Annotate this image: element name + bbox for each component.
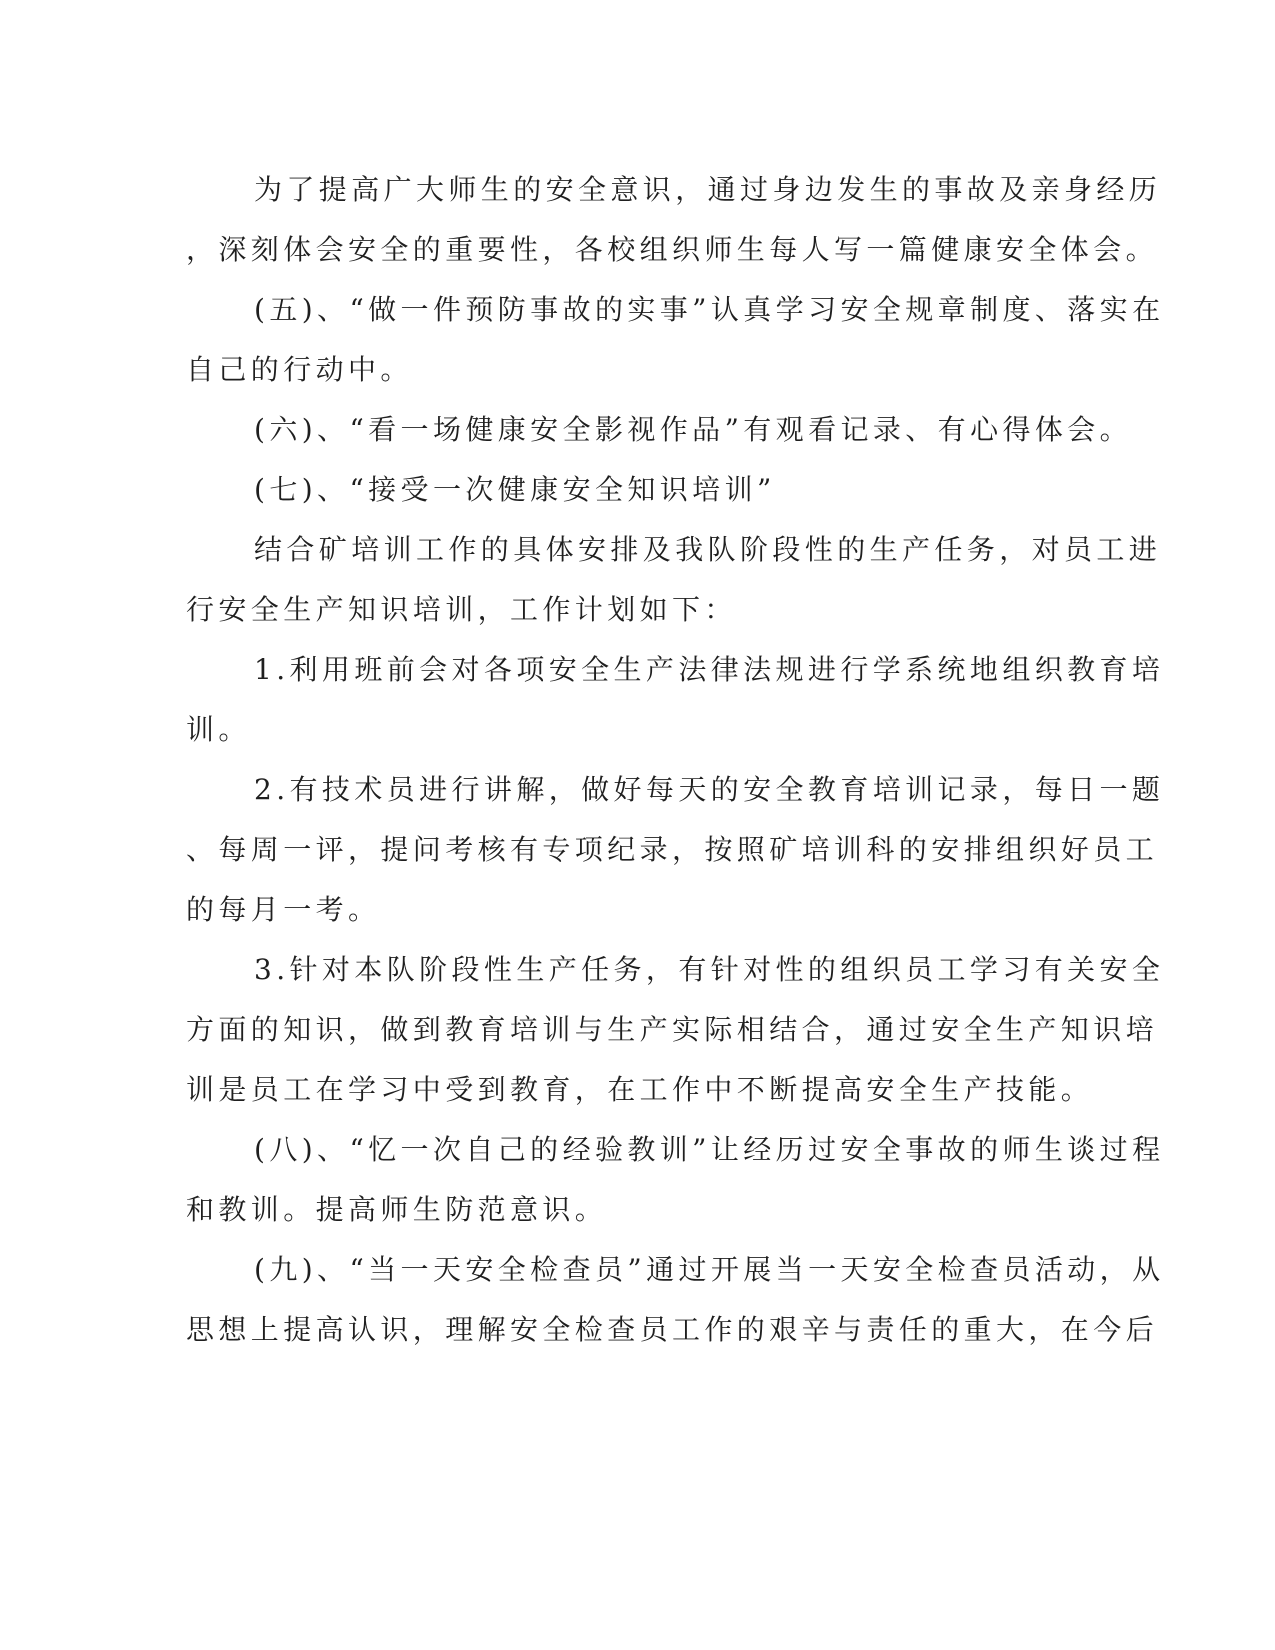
- text-line: 训是员工在学习中受到教育，在工作中不断提高安全生产技能。: [186, 1073, 1094, 1106]
- text-line: (八)、“忆一次自己的经验教训”让经历过安全事故的师生谈过程: [254, 1133, 1165, 1166]
- text-line: 方面的知识，做到教育培训与生产实际相结合，通过安全生产知识培: [186, 1013, 1159, 1046]
- text-line: 自己的行动中。: [186, 353, 413, 386]
- text-line: 、每周一评，提问考核有专项纪录，按照矿培训科的安排组织好员工: [186, 833, 1159, 866]
- text-line: 的每月一考。: [186, 893, 381, 926]
- text-line: 为了提高广大师生的安全意识，通过身边发生的事故及亲身经历: [254, 173, 1162, 206]
- text-line: 思想上提高认识，理解安全检查员工作的艰辛与责任的重大，在今后: [186, 1313, 1159, 1346]
- text-line: ，深刻体会安全的重要性，各校组织师生每人写一篇健康安全体会。: [186, 233, 1159, 266]
- text-line: 结合矿培训工作的具体安排及我队阶段性的生产任务，对员工进: [254, 533, 1162, 566]
- text-line: (五)、“做一件预防事故的实事”认真学习安全规章制度、落实在: [254, 293, 1165, 326]
- text-line: (七)、“接受一次健康安全知识培训”: [254, 473, 776, 506]
- text-line: (六)、“看一场健康安全影视作品”有观看记录、有心得体会。: [254, 413, 1133, 446]
- text-line: 1.利用班前会对各项安全生产法律法规进行学系统地组织教育培: [254, 653, 1165, 686]
- text-line: 行安全生产知识培训，工作计划如下：: [186, 593, 737, 626]
- body-text: [186, 160, 1165, 1360]
- text-line: (九)、“当一天安全检查员”通过开展当一天安全检查员活动，从: [254, 1253, 1165, 1286]
- text-line: 训。: [186, 713, 251, 746]
- text-line: 和教训。提高师生防范意识。: [186, 1193, 608, 1226]
- text-line: 2.有技术员进行讲解，做好每天的安全教育培训记录，每日一题: [254, 773, 1165, 806]
- text-line: 3.针对本队阶段性生产任务，有针对性的组织员工学习有关安全: [254, 953, 1165, 986]
